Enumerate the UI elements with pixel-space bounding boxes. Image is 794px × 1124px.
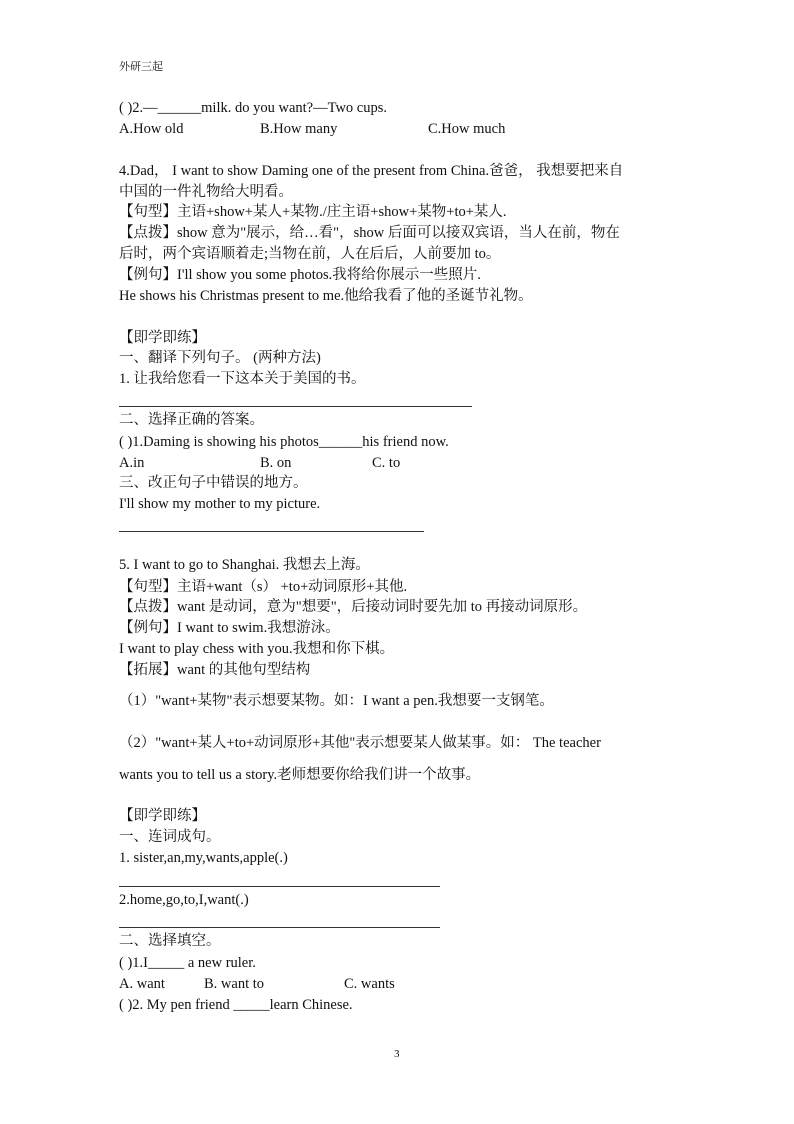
tip-line-1: 【点拨】show 意为"展示，给…看"，show 后面可以接双宾语，当人在前，物在 [119,225,620,241]
section-4-title: 4.Dad， I want to show Daming one of the present from China.爸爸， 我想要把来自 [119,163,624,179]
practice-section-3: 三、改正句子中错误的地方。 [119,475,308,491]
choice-q1: ( )1.I_____ a new ruler. [119,955,256,971]
sentence-pattern: 【句型】主语+want（s） +to+动词原形+其他. [119,579,408,595]
sentence-pattern: 【句型】主语+show+某人+某物./庄主语+show+某物+to+某人. [119,204,507,220]
practice-q1: 1. 让我给您看一下这本关于美国的书。 [119,371,366,387]
tip-line: 【点拨】want 是动词，意为"想要"，后接动词时要先加 to 再接动词原形。 [119,599,588,615]
option-c: C.How much [428,121,506,137]
answer-line [119,531,424,532]
practice-section-1: 一、连词成句。 [119,829,221,845]
answer-line [119,886,440,887]
option-c: C. wants [344,976,395,992]
practice-heading: 【即学即练】 [119,808,206,824]
answer-line [119,406,472,407]
practice-section-2: 二、选择正确的答案。 [119,412,264,428]
question-stem: ( )2.—______milk. do you want?—Two cups. [119,100,388,116]
practice-section-1: 一、翻译下列句子。 (两种方法) [119,350,321,366]
practice-q2: ( )1.Daming is showing his photos______his friend now. [119,434,449,450]
practice-q2: 2.home,go,to,I,want(.) [119,892,249,908]
example-1: 【例句】I'll show you some photos.我将给你展示一些照片. [119,267,481,283]
answer-line [119,927,440,928]
option-b: B.How many [260,121,338,137]
page-header: 外研三起 [119,61,163,73]
practice-heading: 【即学即练】 [119,330,206,346]
extension-1: （1）"want+某物"表示想要某物。如：I want a pen.我想要一支钢笔。 [119,693,554,709]
option-b: B. on [260,455,292,471]
choice-q2: ( )2. My pen friend _____learn Chinese. [119,997,353,1013]
example-1: 【例句】I want to swim.我想游泳。 [119,620,340,636]
practice-q3: I'll show my mother to my picture. [119,496,321,512]
extension-2b: wants you to tell us a story.老师想要你给我们讲一个故事。 [119,767,481,783]
extension-heading: 【拓展】want 的其他句型结构 [119,662,311,678]
page-number: 3 [394,1048,400,1060]
extension-2a: （2）"want+某人+to+动词原形+其他"表示想要某人做某事。如： The teacher [119,735,601,751]
option-a: A.in [119,455,145,471]
example-2: He shows his Christmas present to me.他给我看了他的圣诞节礼物。 [119,288,533,304]
option-c: C. to [372,455,401,471]
option-b: B. want to [204,976,265,992]
option-a: A. want [119,976,165,992]
example-2: I want to play chess with you.我想和你下棋。 [119,641,395,657]
tip-line-2: 后时，两个宾语顺着走;当物在前，人在后后，人前要加 to。 [119,246,501,262]
practice-q1: 1. sister,an,my,wants,apple(.) [119,850,288,866]
section-5-title: 5. I want to go to Shanghai. 我想去上海。 [119,557,370,573]
section-4-title-cont: 中国的一件礼物给大明看。 [119,184,293,200]
option-a: A.How old [119,121,184,137]
practice-section-2: 二、选择填空。 [119,933,221,949]
